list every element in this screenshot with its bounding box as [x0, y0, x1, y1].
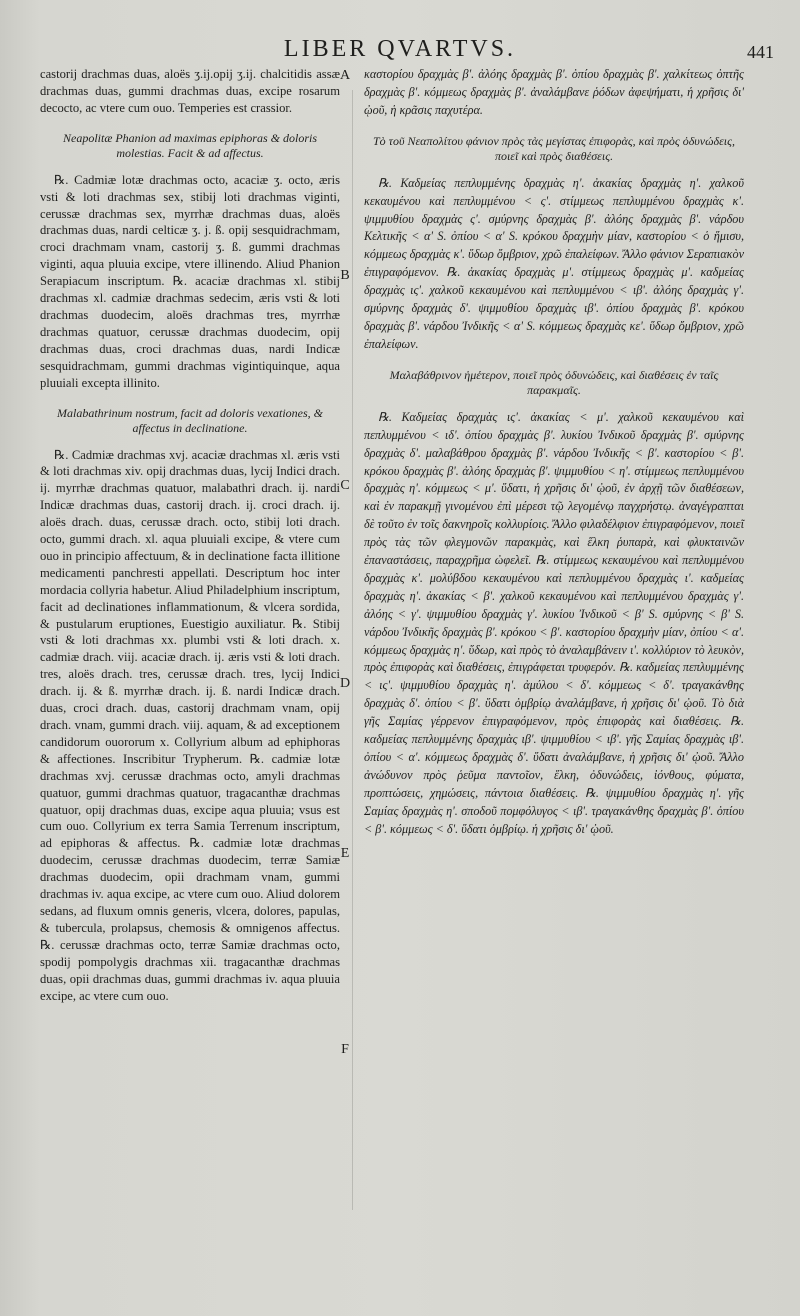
- margin-letter-d: D: [339, 676, 351, 691]
- greek-heading: Μαλαβάθρινον ἡμέτερον, ποιεῖ πρὸς ὀδυνώδεις, καὶ διαθέσεις ἐν ταῖς παρακμαῖς.: [389, 367, 719, 398]
- greek-heading: Τὸ τοῦ Νεαπολίτου φάνιον πρὸς τὰς μεγίστας ἐπιφορὰς, καὶ πρὸς ὀδυνώδεις, ποιεῖ καὶ πρὸς διαθέσεις.: [372, 133, 736, 164]
- latin-section: [40, 406, 340, 1005]
- latin-paragraph: castorij drachmas duas, aloës ʒ.ij.opij ʒ.ij. chalcitidis assæ drachmas duas, gummi drachmas duas, excipe rosarum decocto, ac vtere cum ouo. Temperies est crassior.: [40, 67, 340, 115]
- latin-column: [40, 66, 340, 1018]
- greek-paragraph: καστορίου δραχμὰς β'. ἀλόης δραχμὰς β'. ὀπίου δραχμὰς β'. χαλκίτεως ὀπτῆς δραχμὰς β'. κόμμεως δραχμὰς β'. ἀναλάμβανε ῥόδων ἀφεψήματι, ἡ χρῆσις δι' ᾠοῦ, ἡ κρᾶσις παχυτέρα.: [364, 67, 744, 117]
- margin-letter-b: B: [340, 268, 350, 283]
- greek-section: [364, 134, 744, 354]
- latin-paragraph: ℞. Cadmiæ drachmas xvj. acaciæ drachmas xl. æris vsti & loti drachmas xiv. opij drachmas duas, lycij Indici drach. ij. myrrhæ drachmas quatuor, malabathri drach. ij. nardi Indicæ drachmas duas, castorij drach. ij. croci drach. ij. aloës drach. duas, cerussæ drach. octo, stibij loti drach. octo, gummi drach. xl. aqua pluuiali excipe, & vtere cum ouo in principio affectuum, & in declinatione facta illitione medicamenti panchresti appellati. Descriptum hoc inter mordacia collyria habetur. Aliud Philadelphium inscriptum, facit ad declinationes inflammationum, & vlcera sordida, & pustularum eruptiones, Euestigio auxiliatur. ℞. Stibij vsti & loti drachmas xx. plumbi vsti & loti drach. x. cadmiæ drach. viij. acaciæ drach. ij. æris vsti & loti drach. tres, aloës drach. tres, cerussæ drach. tres, lycij Indici drach. ij. & ß. myrrhæ drach. ij. ß. nardi Indicæ drach. duas, croci drach. duas, castorij drachmam vnam, opij drach. vnam, gummi drach. viij. aquam, & ad exceptionem candidorum ouororum x. Collyrium album ad ephiphoras & affectiones. Inscribitur Trypherum. ℞. cadmiæ lotæ drachmas xvj. cerussæ drachmas octo, amyli drachmas quatuor, gummi drachmas quatuor, tragacanthæ drachmas quatuor, opij drachmas duas, excipe aqua pluuia; vsus est cum ouo. Collyrium ex terra Samia Terrenum inscriptum, ad epiphoras & affectus. ℞. cadmiæ lotæ drachmas duodecim, cerussæ drachmas duodecim, terræ Samiæ drachmas duodecim, opii drachmam vnam, gummi drachmas iv. aqua excipe, ac vtere cum ouo. Aliud dolorem sedans, ad fluxum omnis generis, vlcera, dolores, papulas, & tubercula, prolapsus, chemosis & omnigenos affectus. ℞. cerussæ drachmas octo, terræ Samiæ drachmas octo, spodij pompolygis drachmas xii. tragacanthæ drachmas duas, opii drachmas duas, gummi drachmas iv. aqua pluuia excipe, ac vtere cum ouo.: [40, 447, 340, 1003]
- latin-heading: Neapolitæ Phanion ad maximas epiphoras & doloris molestias. Facit & ad affectus.: [62, 130, 317, 161]
- greek-section: [364, 368, 744, 839]
- running-head: [0, 36, 800, 70]
- page-number: 441: [747, 42, 774, 62]
- margin-letter-f: F: [341, 1042, 349, 1057]
- latin-paragraph: ℞. Cadmiæ lotæ drachmas octo, acaciæ ʒ. octo, æris vsti & loti drachmas sex, stibij loti drachmas viginti, cerussæ drachmas sex, myrrhæ drachmas duas, aloës drachmas duas, nardi celticæ ʒ. j. ß. opij sesquidrachmam, croci drachmam vnam, castorij ʒ. ß. gummi drachmas viginti, aqua pluuia excipe, vtere illinendo. Aliud Phanion Serapiacum inscriptum. ℞. acaciæ drachmas xl. stibij drachmas xl. cadmiæ drachmas sedecim, æris vsti & loti drachmas duodecim, aloës drachmas tres, myrrhæ drachmas quatuor, cerussæ drachmas duodecim, opij drachmas duas, croci drachmas duas, nardi Indicæ sesquidrachmam, gummi drachmas vigintiquinque, aqua pluuiali excepta illinito.: [40, 172, 340, 390]
- latin-section: [40, 66, 340, 117]
- latin-heading: Malabathrinum nostrum, facit ad doloris vexationes, & affectus in declinatione.: [57, 405, 323, 435]
- latin-section: [40, 131, 340, 392]
- greek-paragraph: ℞. Καδμείας δραχμὰς ις'. ἀκακίας < μ'. χαλκοῦ κεκαυμένου καὶ πεπλυμμένου < ιδ'. ὀπίου δραχμὰς β'. λυκίου Ἰνδικοῦ δραχμὰς β'. σμύρνης δραχμὰς δ'. μαλαβάθρου δραχμὰς β'. νάρδου Ἰνδικῆς < β'. καστορίου < β'. κρόκου δραχμὰς β'. ἀλόης δραχμὰς β'. ψιμμυθίου < η'. στίμμεως πεπλυμμένου δραχμὰς η'. κόμμεως < μ'. ὕδατι, ἡ χρῆσις δι' ᾠοῦ, ἐν ἀρχῇ τῶν διαθέσεων, καὶ ἐν παρακμῇ γινομένου ἐπὶ μέρεσι τῷ λεγομένῳ παγχρήστῳ. ἀναγέγραπται δὲ τοῦτο ἐν τοῖς δακνηροῖς κολλυρίοις. Ἄλλο φιλαδέλφιον ἐπιγραφόμενον, ποιεῖ πρὸς τὰς τῶν φλεγμονῶν παρακμὰς, καὶ ἕλκη ῥυπαρὰ, καὶ φλυκταινῶν ἐπαναστάσεις, παραχρῆμα ὠφελεῖ. ℞. στίμμεως κεκαυμένου καὶ πεπλυμμένου δραχμὰς κ'. μολύβδου κεκαυμένου καὶ πεπλυμμένου δραχμὰς ι'. καδμείας δραχμὰς η'. ἀκακίας < β'. χαλκοῦ κεκαυμένου καὶ πεπλυμμένου δραχμὰς γ'. ἀλόης < γ'. ψιμμυθίου δραχμὰς γ'. λυκίου Ἰνδικοῦ < β' S. σμύρνης < β' S. νάρδου Ἰνδικῆς δραχμὰς β'. κρόκου < β'. καστορίου δραχμὴν μίαν, ὀπίου < α'. κόμμεως δραχμὰς η'. ὕδωρ, καὶ πρὸς τὸ ἀναλαμβάνειν ι'. κολλύριον τὸ λευκὸν, πρὸς ἐπιφορὰς καὶ διαθέσεις, ἐπιγράφεται τρυφερόν. ℞. καδμείας πεπλυμμένης < ις'. ψιμμυθίου δραχμὰς η'. ἀμύλου < δ'. κόμμεως < δ'. τραγακάνθης δραχμὰς δ'. ὀπίου < β'. ὕδατι ὀμβρίῳ ἀναλάμβανε, ἡ χρῆσις δι' ᾠοῦ. Τὸ διὰ γῆς Σαμίας γέρρενον ἐπιγραφόμενον, πρὸς ἐπιφορὰς καὶ διαθέσεις. ℞. καδμείας πεπλυμμένης δραχμὰς ιβ'. ψιμμυθίου < ιβ'. γῆς Σαμίας δραχμὰς ιβ'. ὀπίου < α'. κόμμεως δραχμὰς δ'. ὕδατι ἀναλάμβανε, ἡ χρῆσις δι' ᾠοῦ. Ἄλλο ἀνώδυνον πρὸς ῥεῦμα παντοῖον, ἕλκη, ὀδυνώδεις, ἰόνθους, φύματα, προπτώσεις, χημώσεις, πάντοια διαθέσεις. ℞. ψιμμυθίου δραχμὰς η'. γῆς Σαμίας δραχμὰς η'. σποδοῦ πομφόλυγος < ιβ'. τραγακάνθης δραχμὰς β'. ὀπίου < β'. κόμμεως < δ'. ὕδατι ὀμβρίῳ. ἡ χρῆσις δι' ᾠοῦ.: [364, 409, 744, 836]
- margin-letter-a: A: [339, 68, 351, 83]
- running-title: LIBER QVARTVS.: [283, 36, 517, 62]
- column-divider: [352, 90, 353, 1210]
- margin-letter-c: C: [340, 478, 350, 493]
- greek-column: [364, 66, 744, 853]
- greek-paragraph: ℞. Καδμείας πεπλυμμένης δραχμὰς η'. ἀκακίας δραχμὰς η'. χαλκοῦ κεκαυμένου καὶ πεπλυμμένου < ς'. στίμμεως πεπλυμμένου δραχμὰς κ'. ψιμμυθίου δραχμὰς ς'. σμύρνης δραχμὰς β'. ἀλόης δραχμὰς β'. νάρδου Κελτικῆς < α' S. ὀπίου < α' S. κρόκου δραχμὴν μίαν, καστορίου < ὁ ἥμισυ, κόμμεως δραχμὰς κ'. ὕδωρ ὄμβριον, χρῶ ἐπαλείφων. Ἄλλο φάνιον Σεραπιακὸν ἐπιγραφόμενον. ℞. ἀκακίας δραχμὰς μ'. στίμμεως δραχμὰς μ'. καδμείας δραχμὰς ις'. χαλκοῦ κεκαυμένου καὶ πεπλυμμένου < ιβ'. ἀλόης δραχμὰς γ'. σμύρνης δραχμὰς δ'. ψιμμυθίου δραχμὰς ιβ'. ὀπίου δραχμὰς β'. κρόκου δραχμὰς β'. νάρδου Ἰνδικῆς < α' S. κόμμεως δραχμὰς κε'. ὕδωρ ὄμβριον, χρῶ ἐπαλείφων.: [364, 175, 744, 351]
- margin-letter-e: E: [340, 846, 350, 861]
- greek-section: [364, 66, 744, 120]
